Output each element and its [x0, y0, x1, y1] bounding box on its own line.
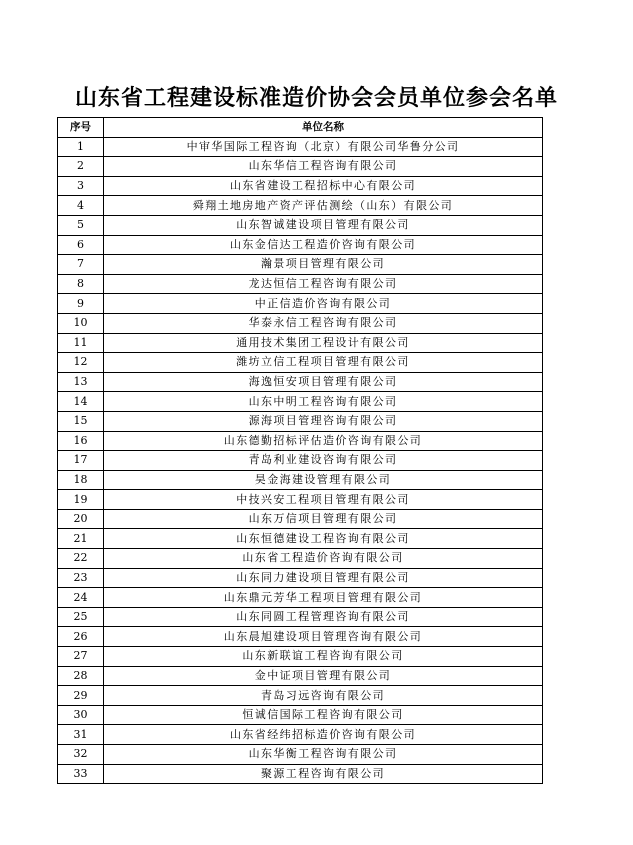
row-unit-name: 潍坊立信工程项目管理有限公司	[104, 353, 543, 373]
row-seq-number: 5	[58, 215, 104, 235]
row-unit-name: 山东华信工程咨询有限公司	[104, 157, 543, 177]
row-seq-number: 30	[58, 705, 104, 725]
row-seq-number: 3	[58, 176, 104, 196]
column-header-seq: 序号	[58, 118, 104, 138]
row-unit-name: 中审华国际工程咨询（北京）有限公司华鲁分公司	[104, 137, 543, 157]
row-seq-number: 14	[58, 392, 104, 412]
row-seq-number: 21	[58, 529, 104, 549]
table-row	[58, 686, 543, 706]
row-unit-name: 山东华衡工程咨询有限公司	[104, 745, 543, 765]
table-row	[58, 764, 543, 784]
table-header	[58, 118, 543, 138]
table-row	[58, 313, 543, 333]
row-seq-number: 28	[58, 666, 104, 686]
row-seq-number: 8	[58, 274, 104, 294]
row-unit-name: 中正信造价咨询有限公司	[104, 294, 543, 314]
row-unit-name: 山东晨旭建设项目管理咨询有限公司	[104, 627, 543, 647]
row-seq-number: 9	[58, 294, 104, 314]
row-seq-number: 6	[58, 235, 104, 255]
table-row	[58, 745, 543, 765]
row-seq-number: 2	[58, 157, 104, 177]
table-row	[58, 137, 543, 157]
row-seq-number: 11	[58, 333, 104, 353]
row-seq-number: 25	[58, 607, 104, 627]
document-title: 山东省工程建设标准造价协会会员单位参会名单	[74, 86, 558, 111]
header-row	[58, 118, 543, 138]
row-seq-number: 4	[58, 196, 104, 216]
member-units-table	[57, 117, 543, 784]
row-unit-name: 山东新联谊工程咨询有限公司	[104, 647, 543, 667]
table-row	[58, 255, 543, 275]
table-row	[58, 568, 543, 588]
table-row	[58, 490, 543, 510]
table-row	[58, 274, 543, 294]
row-unit-name: 山东同力建设项目管理有限公司	[104, 568, 543, 588]
row-seq-number: 24	[58, 588, 104, 608]
row-seq-number: 18	[58, 470, 104, 490]
table-row	[58, 294, 543, 314]
row-seq-number: 33	[58, 764, 104, 784]
row-seq-number: 1	[58, 137, 104, 157]
row-unit-name: 源海项目管理咨询有限公司	[104, 411, 543, 431]
table-row	[58, 470, 543, 490]
table-row	[58, 647, 543, 667]
row-seq-number: 29	[58, 686, 104, 706]
row-unit-name: 舜翔土地房地产资产评估测绘（山东）有限公司	[104, 196, 543, 216]
row-unit-name: 昊金海建设管理有限公司	[104, 470, 543, 490]
row-unit-name: 山东智诚建设项目管理有限公司	[104, 215, 543, 235]
table-row	[58, 215, 543, 235]
table-row	[58, 627, 543, 647]
table-row	[58, 588, 543, 608]
table-row	[58, 666, 543, 686]
row-seq-number: 16	[58, 431, 104, 451]
table-row	[58, 705, 543, 725]
row-unit-name: 海逸恒安项目管理有限公司	[104, 372, 543, 392]
row-seq-number: 15	[58, 411, 104, 431]
table-row	[58, 157, 543, 177]
row-unit-name: 山东金信达工程造价咨询有限公司	[104, 235, 543, 255]
table-row	[58, 196, 543, 216]
table-body	[58, 137, 543, 784]
row-seq-number: 12	[58, 353, 104, 373]
row-unit-name: 山东万信项目管理有限公司	[104, 509, 543, 529]
table-row	[58, 509, 543, 529]
row-unit-name: 通用技术集团工程设计有限公司	[104, 333, 543, 353]
row-unit-name: 山东省经纬招标造价咨询有限公司	[104, 725, 543, 745]
column-header-unit: 单位名称	[104, 118, 543, 138]
row-unit-name: 龙达恒信工程咨询有限公司	[104, 274, 543, 294]
row-seq-number: 20	[58, 509, 104, 529]
row-unit-name: 山东同圆工程管理咨询有限公司	[104, 607, 543, 627]
row-unit-name: 华泰永信工程咨询有限公司	[104, 313, 543, 333]
row-seq-number: 26	[58, 627, 104, 647]
table-row	[58, 235, 543, 255]
table-row	[58, 431, 543, 451]
row-seq-number: 7	[58, 255, 104, 275]
row-unit-name: 金中证项目管理有限公司	[104, 666, 543, 686]
row-seq-number: 10	[58, 313, 104, 333]
row-seq-number: 22	[58, 549, 104, 569]
row-unit-name: 青岛习远咨询有限公司	[104, 686, 543, 706]
row-unit-name: 山东中明工程咨询有限公司	[104, 392, 543, 412]
table-row	[58, 529, 543, 549]
row-unit-name: 山东恒德建设工程咨询有限公司	[104, 529, 543, 549]
row-seq-number: 27	[58, 647, 104, 667]
row-seq-number: 23	[58, 568, 104, 588]
row-unit-name: 山东省建设工程招标中心有限公司	[104, 176, 543, 196]
table-row	[58, 607, 543, 627]
row-unit-name: 瀚景项目管理有限公司	[104, 255, 543, 275]
table-row	[58, 451, 543, 471]
row-unit-name: 山东德勤招标评估造价咨询有限公司	[104, 431, 543, 451]
table-row	[58, 411, 543, 431]
table-row	[58, 372, 543, 392]
row-seq-number: 31	[58, 725, 104, 745]
row-unit-name: 聚源工程咨询有限公司	[104, 764, 543, 784]
table-row	[58, 176, 543, 196]
row-seq-number: 19	[58, 490, 104, 510]
table-row	[58, 333, 543, 353]
row-unit-name: 中技兴安工程项目管理有限公司	[104, 490, 543, 510]
row-unit-name: 山东省工程造价咨询有限公司	[104, 549, 543, 569]
table-row	[58, 549, 543, 569]
table-row	[58, 353, 543, 373]
row-unit-name: 山东鼎元芳华工程项目管理有限公司	[104, 588, 543, 608]
row-seq-number: 13	[58, 372, 104, 392]
row-unit-name: 恒诚信国际工程咨询有限公司	[104, 705, 543, 725]
row-seq-number: 17	[58, 451, 104, 471]
row-seq-number: 32	[58, 745, 104, 765]
row-unit-name: 青岛利业建设咨询有限公司	[104, 451, 543, 471]
table-row	[58, 725, 543, 745]
table-row	[58, 392, 543, 412]
